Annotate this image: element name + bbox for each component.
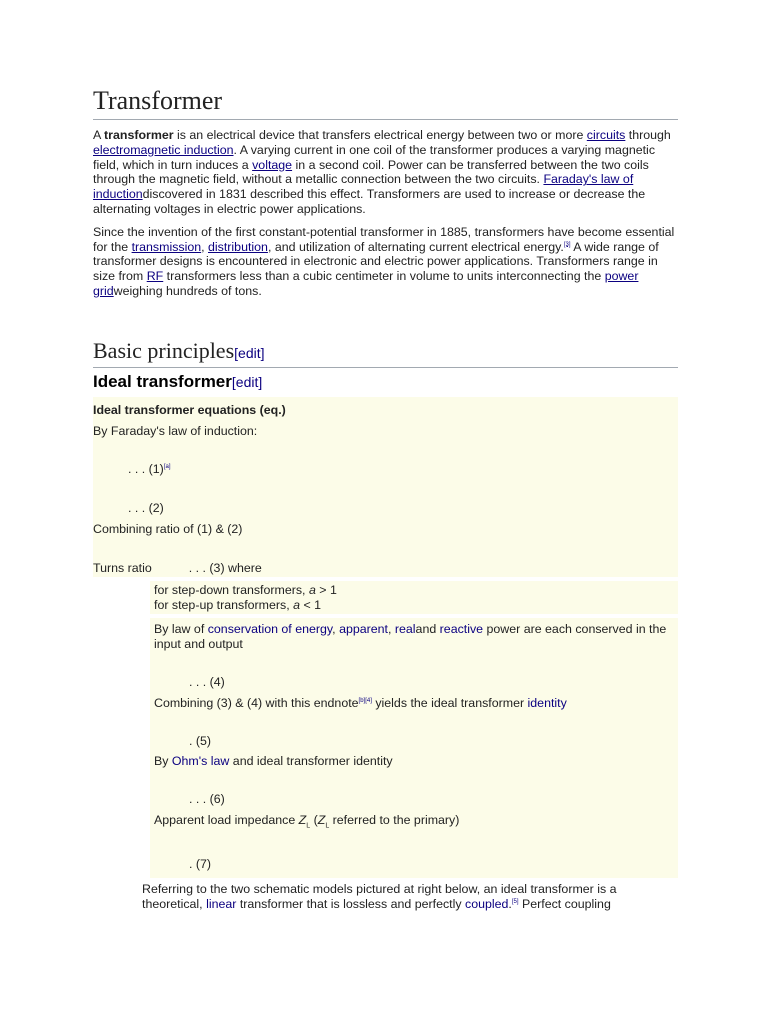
text: . A varying current in one coil of the transformer produces a varying magnetic field, which in turn induces a — [93, 142, 656, 172]
equation-placeholder — [93, 477, 678, 501]
link-rf[interactable]: RF — [146, 269, 164, 284]
text: Apparent load impedance — [154, 812, 299, 827]
text: transformers less than a cubic centimeter in volume to units interconnecting the — [163, 269, 605, 284]
intro-paragraph-1 — [93, 128, 678, 217]
variable: Z — [317, 812, 326, 827]
text: By law of — [154, 622, 208, 637]
link-conservation-of-energy[interactable]: conservation of energy — [207, 622, 333, 637]
text: Combining (3) & (4) with this endnote — [154, 695, 359, 710]
link-voltage[interactable]: voltage — [252, 157, 293, 172]
citation-link[interactable]: [5] — [511, 898, 519, 905]
section-heading-ideal-transformer — [93, 371, 678, 393]
bold-term: transformer — [104, 128, 174, 142]
section-title: Ideal transformer — [93, 371, 232, 391]
text: A — [93, 128, 105, 142]
link-real[interactable]: real — [394, 622, 416, 637]
text: , — [201, 239, 209, 254]
variable: a — [293, 597, 301, 612]
text: By — [154, 754, 172, 769]
text: ( — [310, 812, 318, 827]
text: , — [387, 622, 395, 637]
subscript: L — [306, 822, 311, 830]
subscript: L — [325, 822, 330, 830]
equation-placeholder — [154, 769, 674, 792]
faraday-text: By Faraday's law of induction: — [93, 423, 258, 438]
link-distribution[interactable]: distribution — [208, 239, 268, 254]
note-link[interactable]: [a] — [163, 464, 171, 471]
link-transmission[interactable]: transmission — [131, 239, 202, 254]
equation-6: . . . (6) — [189, 792, 225, 807]
text: and — [415, 622, 440, 637]
conditions-box — [150, 581, 678, 615]
text: < 1 — [300, 597, 322, 612]
text: Since the invention of the first constant-potential transformer in 1885, transformers have become essential for the — [93, 224, 675, 254]
derivation-box — [150, 618, 678, 878]
combining-text: Combining ratio of (1) & (2) — [93, 521, 243, 536]
link-linear[interactable]: linear — [206, 896, 237, 911]
combining-identity-text — [154, 696, 674, 711]
variable: Z — [298, 812, 307, 827]
trailing-paragraph — [142, 882, 672, 912]
link-power-grid[interactable]: power grid — [93, 269, 639, 298]
link-circuits[interactable]: circuits — [586, 128, 626, 142]
text: referred to the primary) — [329, 812, 460, 827]
text: , and utilization of alternating current electrical energy. — [267, 239, 564, 254]
turns-ratio-label: Turns ratio — [93, 560, 152, 575]
step-down-condition — [154, 583, 674, 598]
text: transformer that is lossless and perfectly — [236, 896, 466, 911]
text: and ideal transformer identity — [229, 754, 393, 769]
step-up-condition — [154, 598, 674, 613]
section-heading-basic-principles — [93, 337, 678, 368]
edit-link[interactable]: [edit] — [234, 344, 265, 361]
text: for step-up transformers, — [154, 597, 294, 612]
link-electromagnetic-induction[interactable]: electromagnetic induction — [93, 142, 234, 157]
text: . — [508, 896, 512, 911]
text: weighing hundreds of tons. — [113, 283, 262, 298]
text: > 1 — [315, 582, 337, 597]
text: is an electrical device that transfers electrical energy between two or more — [173, 128, 587, 142]
text: through — [625, 128, 671, 142]
note-link[interactable]: [b][4] — [358, 697, 372, 704]
equation-number: . . . (1) — [128, 462, 164, 477]
intro-paragraph-2 — [93, 225, 678, 299]
text: in a second coil. Power can be transferred between the two coils through the magnetic field, without a metallic connection between the two circuits. — [93, 157, 649, 187]
equation-7: . (7) — [189, 857, 212, 872]
impedance-text — [154, 813, 674, 834]
text: discovered in 1831 described this effect. Transformers are used to increase or decrease the alternating voltages in electric power applications. — [93, 187, 646, 216]
link-coupled[interactable]: coupled — [465, 896, 509, 911]
text: power are each conserved in the input and output — [154, 622, 667, 652]
equation-1 — [93, 462, 678, 477]
article — [93, 84, 678, 912]
conservation-text — [154, 622, 674, 652]
equation-3: . . . (3) where — [188, 560, 262, 575]
ohms-law-text — [154, 754, 674, 769]
equation-5: . (5) — [189, 733, 212, 748]
equations-box — [93, 397, 678, 577]
equation-placeholder — [93, 537, 678, 561]
link-ohms-law[interactable]: Ohm's law — [171, 754, 230, 769]
equation-4: . . . (4) — [189, 674, 225, 689]
page-title: Transformer — [93, 84, 678, 120]
equation-placeholder — [154, 711, 674, 734]
link-faradays-law[interactable]: Faraday's law of induction — [93, 172, 634, 202]
link-identity[interactable]: identity — [527, 695, 567, 710]
text: Perfect coupling — [518, 896, 611, 911]
text: for step-down transformers, — [154, 582, 309, 597]
text: A wide range of transformer designs is encountered in electronic and electric power applications. Transformers range in size from — [93, 239, 659, 284]
turns-ratio-line — [93, 561, 678, 576]
equations-box-title: Ideal transformer equations (eq.) — [93, 402, 286, 417]
section-title: Basic principles — [93, 337, 235, 363]
text: Referring to the two schematic models pictured at right below, an ideal transformer is a theoretical, — [142, 882, 617, 911]
equation-placeholder — [154, 652, 674, 675]
equation-2: . . . (2) — [128, 501, 164, 516]
link-apparent[interactable]: apparent — [339, 622, 388, 637]
link-reactive[interactable]: reactive — [439, 622, 484, 637]
citation-link[interactable]: [3] — [563, 241, 571, 248]
edit-link[interactable]: [edit] — [231, 373, 263, 390]
text: yields the ideal transformer — [371, 695, 528, 710]
variable: a — [308, 582, 316, 597]
text: , — [332, 622, 340, 637]
equation-placeholder — [93, 438, 678, 462]
equation-placeholder — [154, 834, 674, 857]
